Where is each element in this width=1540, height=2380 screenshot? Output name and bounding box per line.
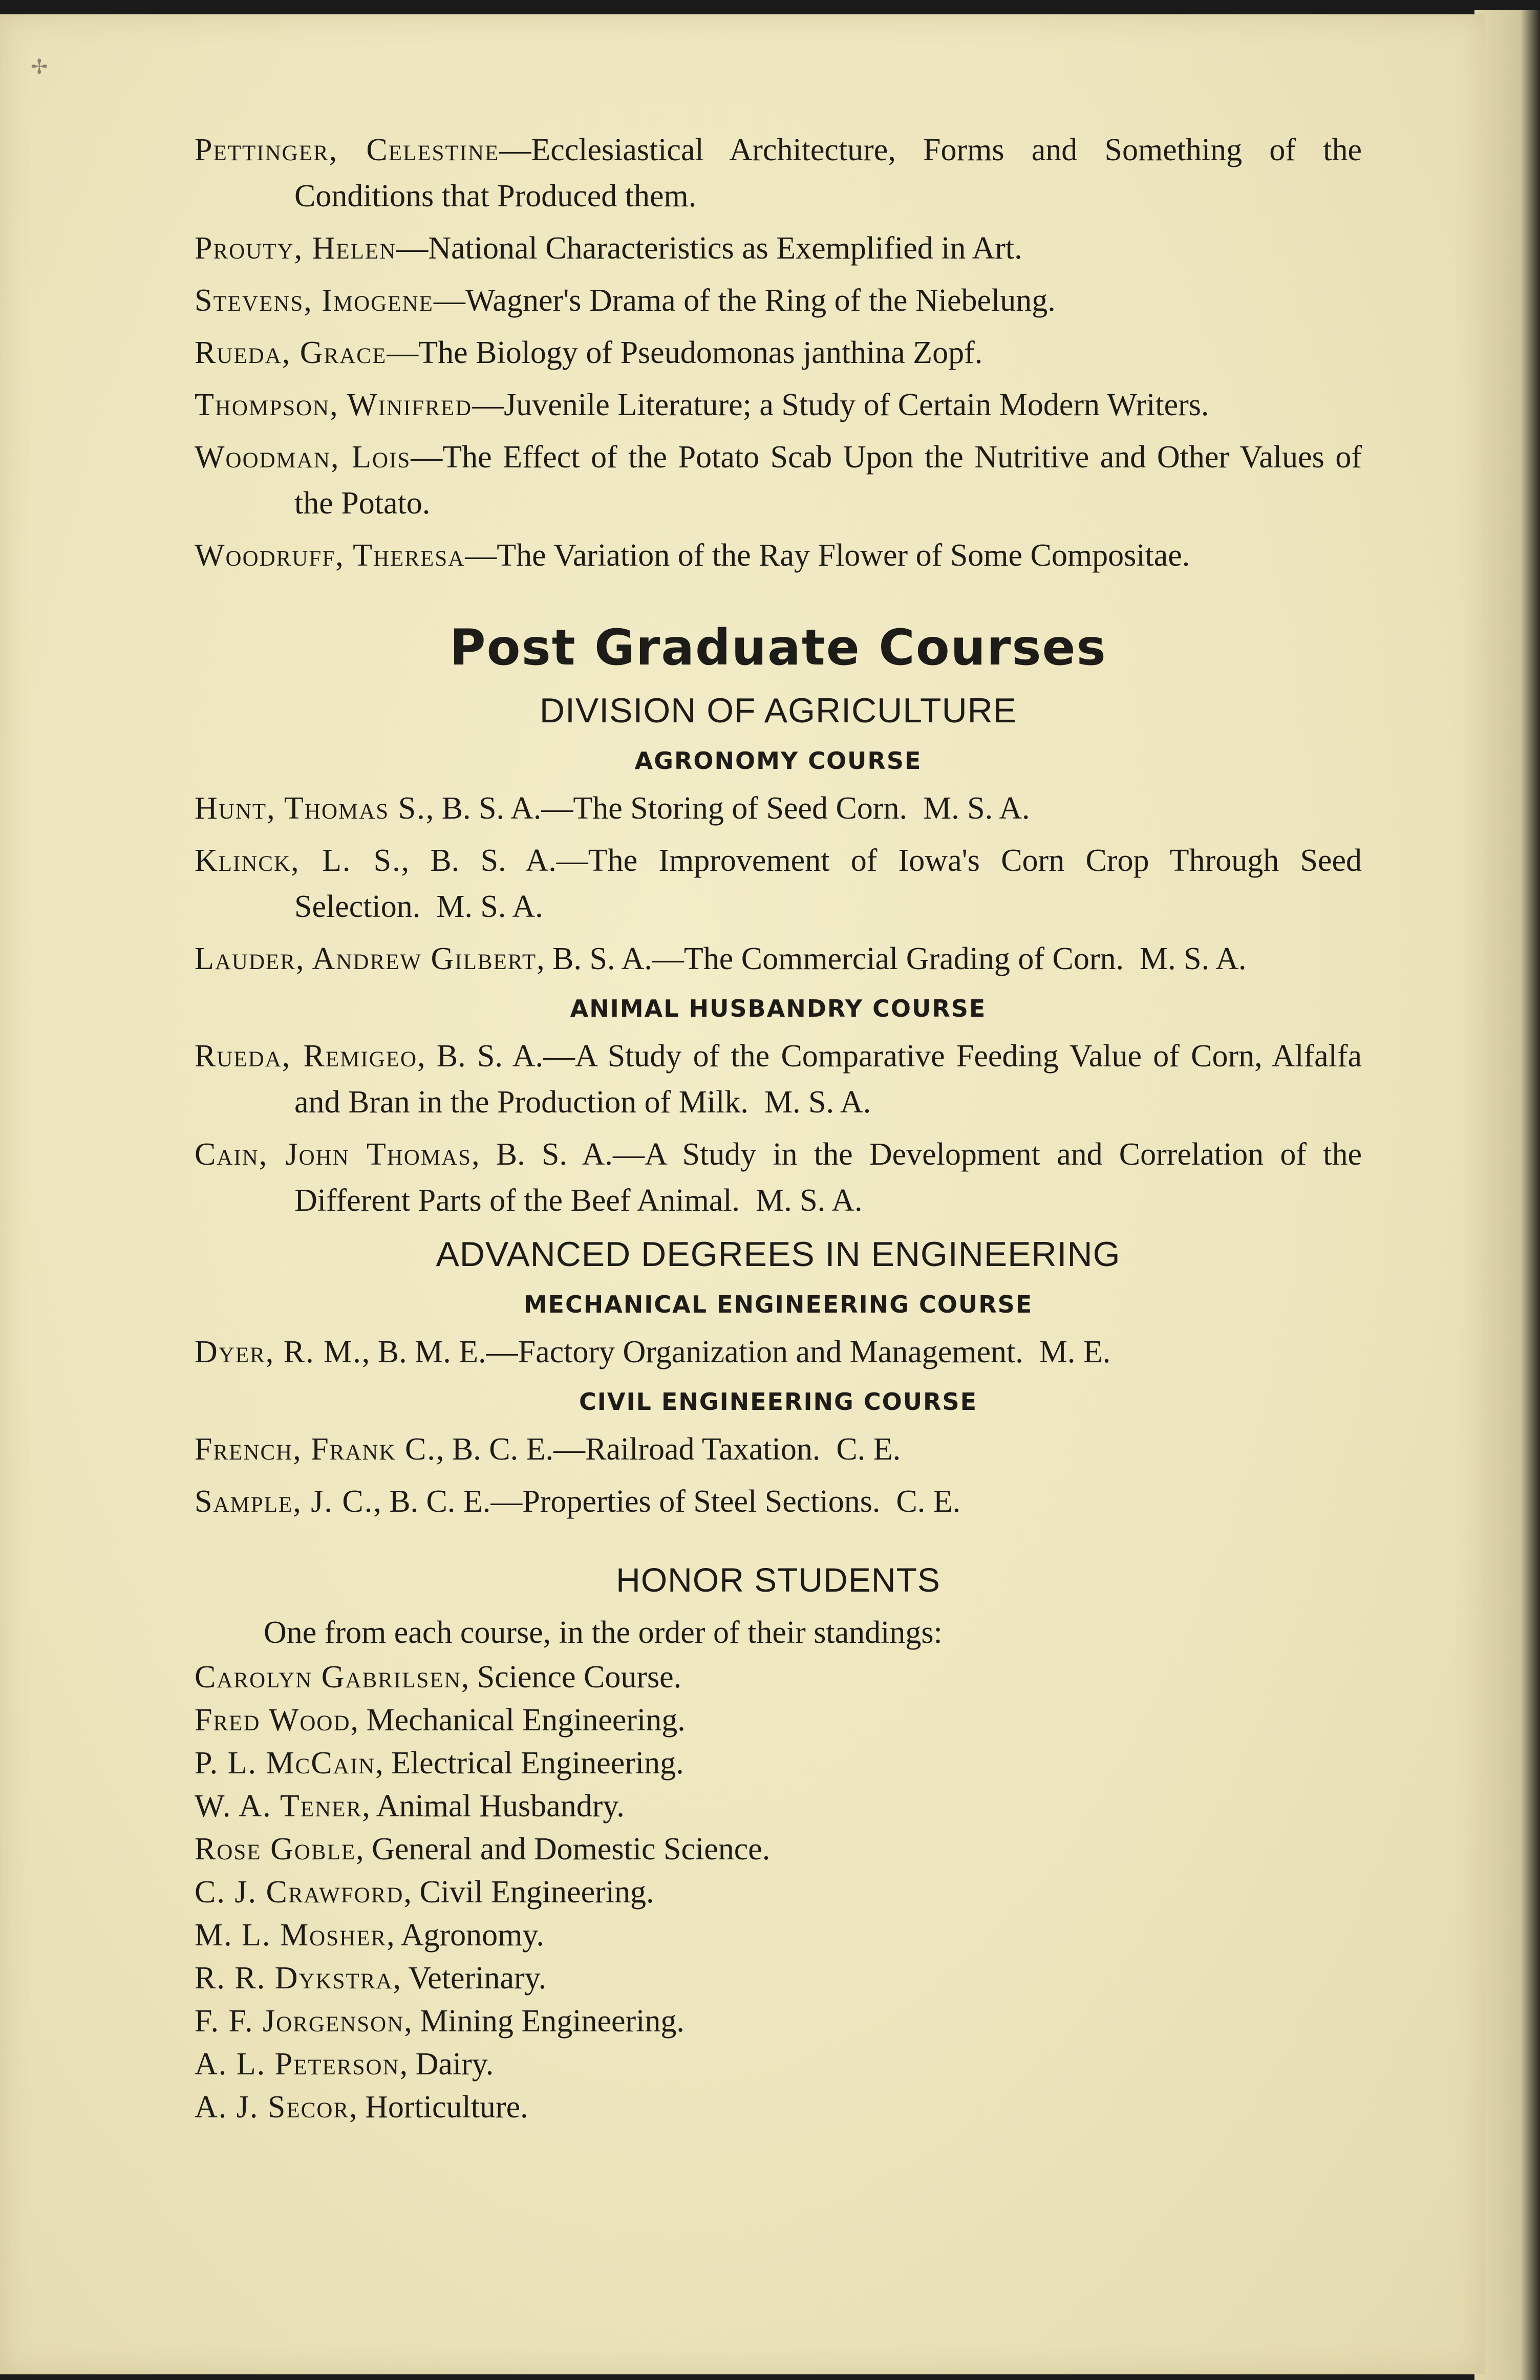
student-name: R. R. Dykstra [195,1961,393,1996]
prior-degree: B. S. A. [441,791,542,826]
thesis-title: A Study of the Comparative Feeding Value of Corn, Alfalfa and Bran in the Production of Milk. [294,1039,1362,1120]
student-name: French, Frank C. [195,1432,436,1467]
list-item: F. F. Jorgenson, Mining Engineering. [195,2004,685,2039]
student-name: Rose Goble [195,1832,356,1867]
honor-students-intro: One from each course, in the order of their standings: [264,1615,943,1650]
thesis-entry: Woodman, Lois—The Effect of the Potato Scab Upon the Nutritive and Other Values of the Potato. [195,440,1362,521]
course-name: Dairy. [415,2047,494,2082]
awarded-degree: M. S. A. [436,889,543,924]
graduate-entry: Hunt, Thomas S., B. S. A.—The Storing of Seed Corn. M. S. A. [195,791,1030,826]
student-name: Fred Wood [195,1703,351,1738]
thesis-title: The Effect of the Potato Scab Upon the Nutritive and Other Values of the Potato. [294,440,1362,521]
thesis-title: Ecclesiastical Architecture, Forms and Something of the Conditions that Produced them. [294,133,1362,213]
post-graduate-heading: Post Graduate Courses [450,619,1107,676]
thesis-entry: Prouty, Helen—National Characteristics as Exemplified in Art. [195,231,1022,266]
student-name: Woodruff, Theresa [195,538,465,573]
theses-list [195,127,1362,578]
prior-degree: B. C. E. [452,1432,553,1467]
graduate-entry: Sample, J. C., B. C. E.—Properties of Steel Sections. C. E. [195,1484,961,1519]
list-item: Carolyn Gabrilsen, Science Course. [195,1660,682,1695]
thesis-entry: Pettinger, Celestine—Ecclesiastical Architecture, Forms and Something of the Conditions that Produced them. [195,133,1362,213]
page-content [195,127,1362,2129]
civil-engineering-course-heading: CIVIL ENGINEERING COURSE [579,1388,978,1416]
awarded-degree: C. E. [836,1432,901,1467]
thesis-title: Properties of Steel Sections. [522,1484,881,1519]
prior-degree: B. S. A. [496,1137,613,1172]
student-name: P. L. McCain [195,1746,376,1781]
prior-degree: B. S. A. [436,1039,544,1074]
agronomy-course-heading: AGRONOMY COURSE [634,747,922,775]
course-name: General and Domestic Science. [372,1832,771,1867]
course-name: Civil Engineering. [419,1875,654,1910]
thesis-title: Juvenile Literature; a Study of Certain Modern Writers. [504,388,1209,422]
graduate-entry: Lauder, Andrew Gilbert, B. S. A.—The Commercial Grading of Corn. M. S. A. [195,941,1247,976]
student-name: Woodman, Lois [195,440,411,475]
student-name: Stevens, Imogene [195,283,434,318]
course-name: Animal Husbandry. [376,1789,625,1824]
prior-degree: B. M. E. [377,1335,486,1369]
prior-degree: B. S. A. [430,843,557,878]
thesis-entry: Thompson, Winifred—Juvenile Literature; a Study of Certain Modern Writers. [195,388,1209,422]
student-name: Klinck, L. S. [195,843,401,878]
thesis-title: The Improvement of Iowa's Corn Crop Through Seed Selection. [294,843,1362,924]
graduate-entry: French, Frank C., B. C. E.—Railroad Taxation. C. E. [195,1432,901,1467]
thesis-entry: Woodruff, Theresa—The Variation of the Ray Flower of Some Compositae. [195,538,1190,573]
graduate-entry: Klinck, L. S., B. S. A.—The Improvement of Iowa's Corn Crop Through Seed Selection. M. S. A. [195,843,1362,924]
thesis-title: The Storing of Seed Corn. [573,791,908,826]
student-name: Dyer, R. M. [195,1335,362,1369]
list-item: W. A. Tener, Animal Husbandry. [195,1789,625,1824]
thesis-title: Wagner's Drama of the Ring of the Niebelung. [465,283,1056,318]
list-item: Rose Goble, General and Domestic Science. [195,1832,771,1867]
prior-degree: B. C. E. [389,1484,491,1519]
list-item: A. L. Peterson, Dairy. [195,2047,494,2082]
thesis-title: Factory Organization and Management. [518,1335,1023,1369]
student-name: M. L. Mosher [195,1918,387,1953]
student-name: Prouty, Helen [195,231,397,266]
engineering-degrees-heading: ADVANCED DEGREES IN ENGINEERING [436,1235,1121,1274]
student-name: F. F. Jorgenson [195,2004,404,2039]
list-item: Fred Wood, Mechanical Engineering. [195,1703,686,1738]
thesis-entry: Stevens, Imogene—Wagner's Drama of the Ring of the Niebelung. [195,283,1056,318]
student-name: Lauder, Andrew Gilbert [195,941,537,976]
mechanical-engineering-course-heading: MECHANICAL ENGINEERING COURSE [523,1291,1033,1318]
student-name: Carolyn Gabrilsen [195,1660,461,1695]
student-name: Pettinger, Celestine [195,133,500,167]
agriculture-division-heading: DIVISION OF AGRICULTURE [539,691,1017,730]
thesis-title: Railroad Taxation. [585,1432,821,1467]
document-page [0,14,1485,2374]
student-name: Rueda, Grace [195,335,387,370]
thesis-title: A Study in the Development and Correlation of the Different Parts of the Beef Animal. [294,1137,1362,1218]
graduate-entry: Cain, John Thomas, B. S. A.—A Study in the Development and Correlation of the Different Parts of the Beef Animal. M. S. A. [195,1137,1362,1218]
thesis-entry: Rueda, Grace—The Biology of Pseudomonas janthina Zopf. [195,335,983,370]
honor-students-list [195,1656,1362,2129]
list-item: R. R. Dykstra, Veterinary. [195,1961,547,1996]
student-name: C. J. Crawford [195,1875,404,1910]
student-name: Hunt, Thomas S. [195,791,426,826]
course-name: Science Course. [477,1660,682,1695]
graduate-entry: Dyer, R. M., B. M. E.—Factory Organization and Management. M. E. [195,1335,1111,1369]
student-name: Thompson, Winifred [195,388,473,422]
student-name: Cain, John Thomas [195,1137,472,1172]
thesis-title: The Biology of Pseudomonas janthina Zopf. [418,335,983,370]
list-item: A. J. Secor, Horticulture. [195,2090,528,2125]
honor-students-heading: HONOR STUDENTS [616,1561,940,1599]
student-name: Sample, J. C. [195,1484,374,1519]
student-name: A. L. Peterson [195,2047,400,2082]
list-item: M. L. Mosher, Agronomy. [195,1918,544,1953]
animal-husbandry-course-heading: ANIMAL HUSBANDRY COURSE [570,995,987,1022]
thesis-title: National Characteristics as Exemplified in Art. [428,231,1022,266]
awarded-degree: M. E. [1039,1335,1111,1369]
list-item: P. L. McCain, Electrical Engineering. [195,1746,684,1781]
course-name: Mechanical Engineering. [366,1703,686,1738]
thesis-title: The Commercial Grading of Corn. [683,941,1124,976]
thesis-title: The Variation of the Ray Flower of Some Compositae. [497,538,1190,573]
ink-blemish: ✢ [31,55,48,79]
graduate-entry: Rueda, Remigeo, B. S. A.—A Study of the Comparative Feeding Value of Corn, Alfalfa and Bran in the Production of Milk. M. S. A. [195,1039,1362,1120]
student-name: A. J. Secor [195,2090,350,2125]
awarded-degree: M. S. A. [1140,941,1247,976]
course-name: Agronomy. [400,1918,544,1953]
list-item: C. J. Crawford, Civil Engineering. [195,1875,654,1910]
awarded-degree: M. S. A. [764,1085,871,1120]
prior-degree: B. S. A. [552,941,652,976]
awarded-degree: M. S. A. [756,1183,863,1218]
student-name: W. A. Tener [195,1789,362,1824]
course-name: Electrical Engineering. [391,1746,684,1781]
awarded-degree: C. E. [896,1484,961,1519]
course-name: Veterinary. [408,1961,547,1996]
course-name: Mining Engineering. [420,2004,685,2039]
student-name: Rueda, Remigeo [195,1039,418,1074]
awarded-degree: M. S. A. [923,791,1030,826]
course-name: Horticulture. [365,2090,528,2125]
